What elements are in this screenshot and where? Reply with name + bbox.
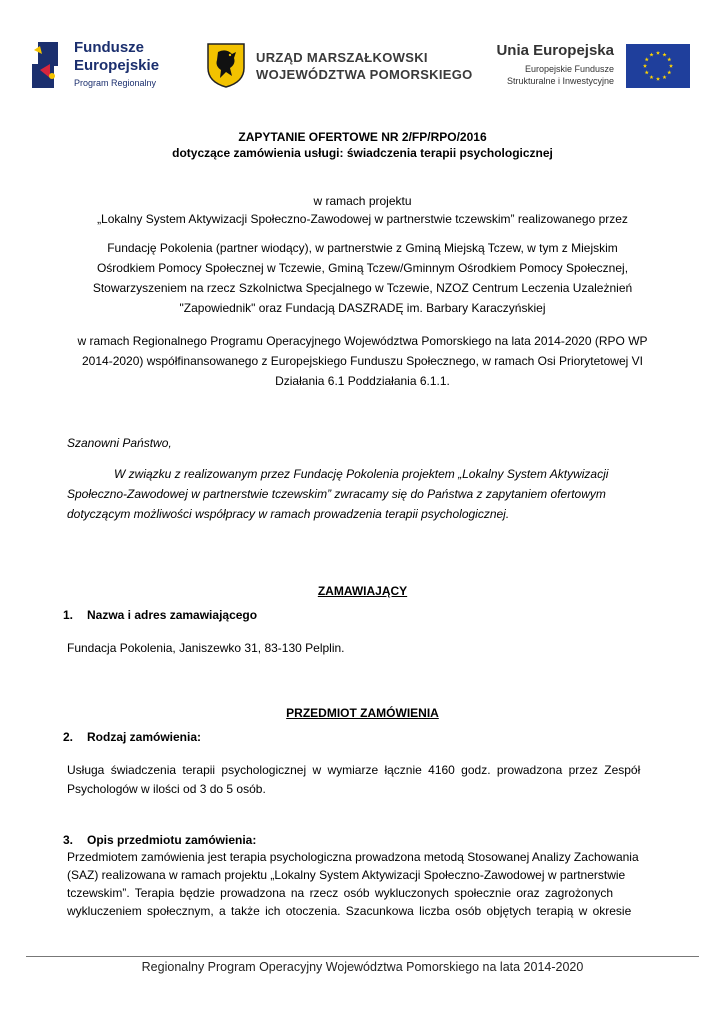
section-heading-przedmiot: PRZEDMIOT ZAMÓWIENIA — [286, 706, 439, 720]
project-partners-line: Fundację Pokolenia (partner wiodący), w partnerstwie z Gminą Miejską Tczew, w tym z Miejskim — [107, 241, 618, 255]
ue-logo-line3: Strukturalne i Inwestycyjne — [506, 76, 614, 86]
griffin-crest-icon — [206, 42, 246, 88]
unia-europejska-logo — [488, 42, 694, 92]
item-title-nazwa: Nazwa i adres zamawiającego — [87, 608, 258, 622]
project-partners-line: Stowarzyszeniem na rzecz Szkolnictwa Specjalnego w Tczewie, NZOZ Centrum Leczenia Uzależnień — [92, 281, 633, 295]
opis-text-line: wykluczeniem społecznym, a także ich otoczenia. Szacunkowa liczba osób objętych terapią w okresie — [67, 904, 632, 918]
ue-logo-line2: Europejskie Fundusze — [524, 64, 614, 74]
project-partners-line: Ośrodkiem Pomocy Społecznej w Tczewie, Gminą Tczew/Gminnym Ośrodkiem Pomocy Społecznej, — [96, 261, 629, 275]
fundusze-europejskie-logo — [30, 36, 180, 96]
fe-logo-line2: Europejskie — [74, 57, 160, 74]
item-title-opis: Opis przedmiotu zamówienia: — [87, 833, 257, 847]
letter-body-line: Społeczno-Zawodowej w partnerstwie tczewskim” zwracamy się do Państwa z zapytaniem ofertowym — [67, 487, 606, 501]
rodzaj-text-line: Psychologów w ilości od 3 do 5 osób. — [67, 782, 266, 796]
project-programme-line: 2014-2020) współfinansowanego z Europejskiego Funduszu Społecznego, w ramach Osi Priorytetowej VI — [82, 354, 643, 368]
section-heading-zamawiajacy: ZAMAWIAJĄCY — [317, 584, 408, 598]
item-number: 3. — [63, 833, 74, 847]
zamawiajacy-address: Fundacja Pokolenia, Janiszewko 31, 83-130 Pelplin. — [67, 641, 345, 655]
item-number: 2. — [63, 730, 74, 744]
opis-text-line: Przedmiotem zamówienia jest terapia psychologiczna prowadzona metodą Stosowanej Analizy Zachowania — [67, 850, 639, 864]
opis-text-line: (SAZ) realizowana w ramach projektu „Lokalny System Aktywizacji Społeczno-Zawodowej w partnerstwie — [67, 868, 626, 882]
project-intro: w ramach projektu — [313, 194, 412, 208]
item-title-rodzaj: Rodzaj zamówienia: — [87, 730, 202, 744]
um-logo-line1: URZĄD MARSZAŁKOWSKI — [256, 50, 428, 65]
document-subtitle: dotyczące zamówienia usługi: świadczenia terapii psychologicznej — [172, 146, 553, 160]
letter-greeting: Szanowni Państwo, — [67, 436, 172, 450]
item-number: 1. — [63, 608, 74, 622]
project-programme-line: w ramach Regionalnego Programu Operacyjnego Województwa Pomorskiego na lata 2014-2020 (RPO WP — [77, 334, 648, 348]
footer-text: Regionalny Program Operacyjny Województwa Pomorskiego na lata 2014-2020 — [141, 960, 584, 974]
ue-logo-line1: Unia Europejska — [496, 42, 614, 59]
project-programme-line: Działania 6.1 Poddziałania 6.1.1. — [275, 374, 450, 388]
eu-flag-icon — [626, 44, 690, 88]
opis-text-line: tczewskim”. Terapia będzie prowadzona na rzecz osób wykluczonych społecznie oraz zagrożonych — [67, 886, 614, 900]
urzad-marszalkowski-logo — [206, 42, 473, 92]
rodzaj-text-line: Usługa świadczenia terapii psychologicznej w wymiarze łącznie 4160 godz. prowadzona przez Zespół — [67, 763, 641, 777]
project-name: „Lokalny System Aktywizacji Społeczno-Zawodowej w partnerstwie tczewskim” realizowanego przez — [97, 212, 628, 226]
letter-body-line: dotyczącym możliwości współpracy w ramach prowadzenia terapii psychologicznej. — [67, 507, 510, 521]
document-title: ZAPYTANIE OFERTOWE NR 2/FP/RPO/2016 — [238, 130, 487, 144]
project-partners-line: "Zapowiednik" oraz Fundacją DASZRADĘ im. Barbary Karaczyńskiej — [179, 301, 546, 315]
um-logo-line2: WOJEWÓDZTWA POMORSKIEGO — [256, 67, 473, 82]
letter-body-line: W związku z realizowanym przez Fundację Pokolenia projektem „Lokalny System Aktywizacji — [114, 467, 609, 481]
fundusze-europejskie-mark-icon — [30, 36, 66, 94]
footer-divider — [26, 956, 699, 957]
fe-logo-line1: Fundusze — [74, 39, 144, 56]
fe-logo-line3: Program Regionalny — [74, 78, 157, 88]
